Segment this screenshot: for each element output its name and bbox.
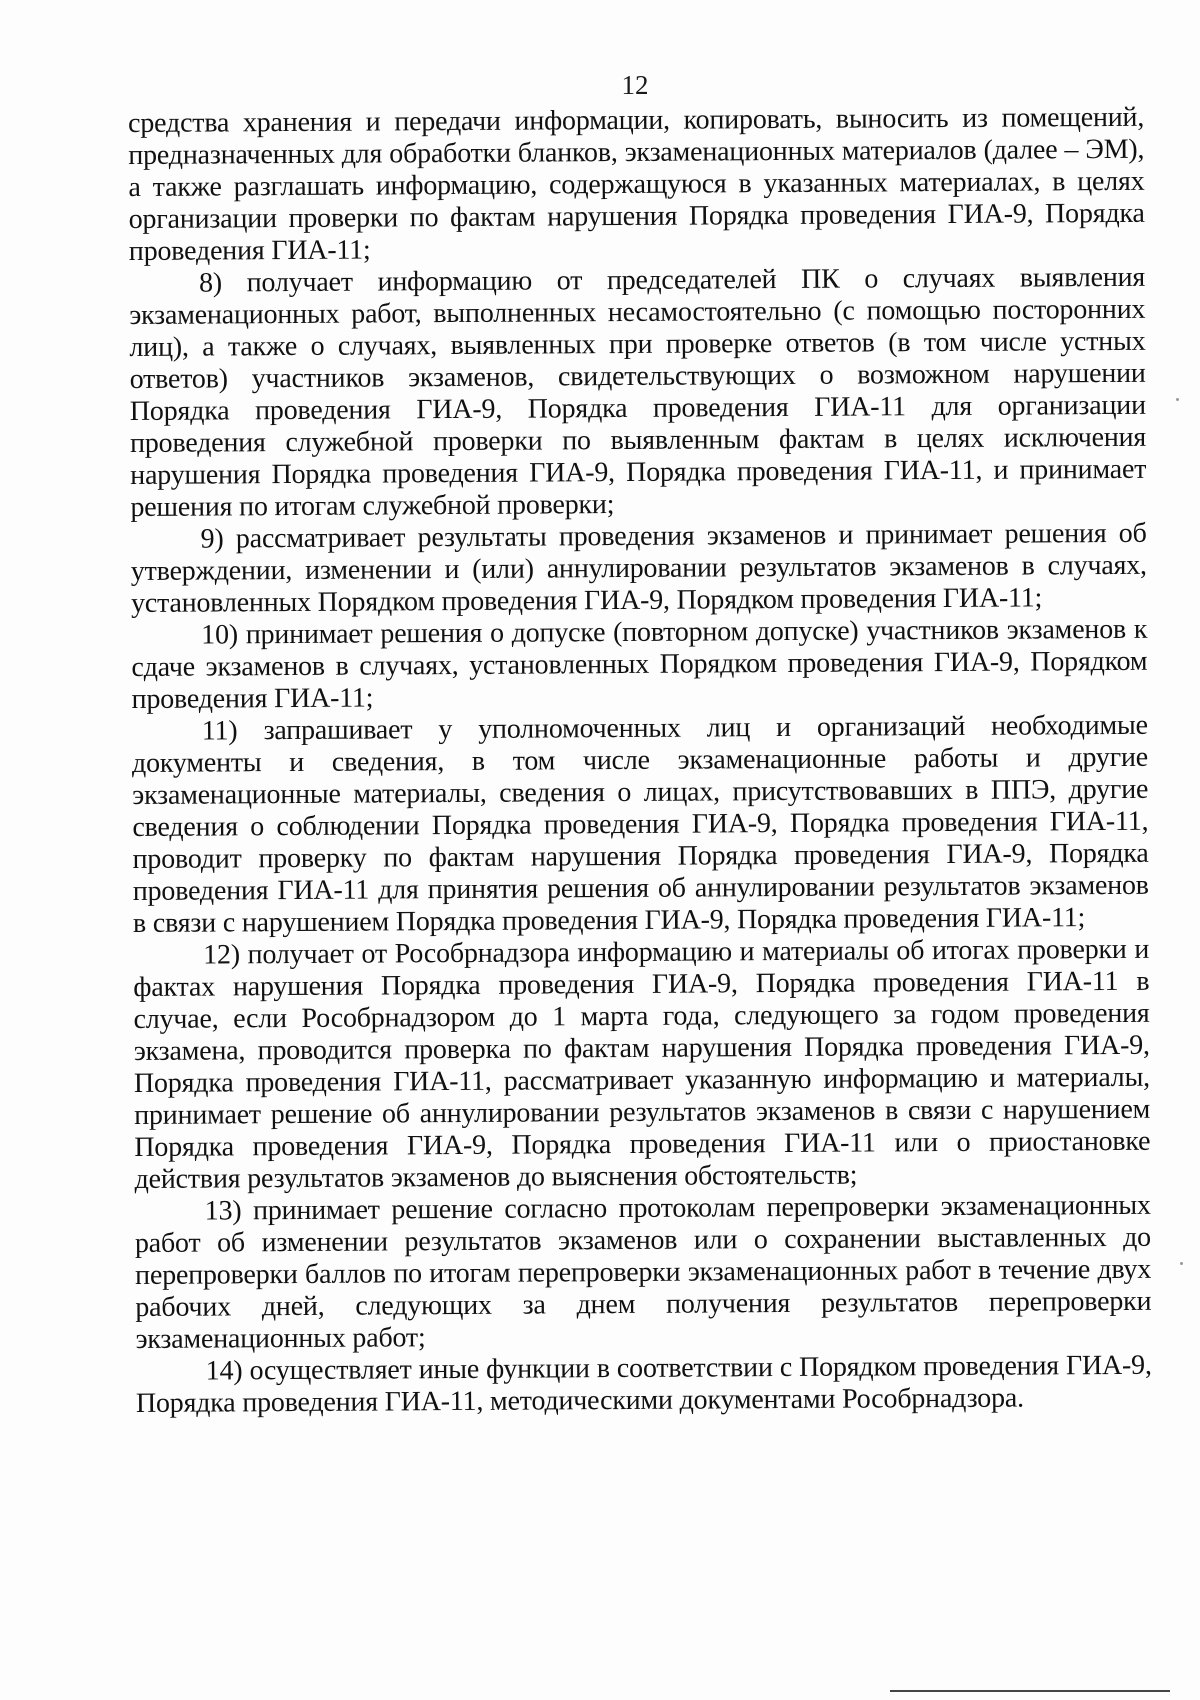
scan-edge-line: [890, 1690, 1170, 1692]
paragraph-item-13: 13) принимает решение согласно протоколам перепроверки экзаменационных работ об изменении результатов экзаменов или о сохранении выставленных до перепроверки баллов по итогам перепроверки экзаменационных работ в течение двух рабочих дней, следующих за днем получения результатов перепроверки экзаменационных работ;: [134, 1189, 1152, 1355]
paragraph-item-8: 8) получает информацию от председателей ПК о случаях выявления экзаменационных работ, выполненных несамостоятельно (с помощью посторонних лиц), а также о случаях, выявленных при проверке ответов (в том числе устных ответов) участников экзаменов, свидетельствующих о возможном нарушении Порядка проведения ГИА-9, Порядка проведения ГИА-11 для организации проведения служебной проверки по выявленным фактам в целях исключения нарушения Порядка проведения ГИА-9, Порядка проведения ГИА-11, и принимает решения по итогам служебной проверки;: [129, 261, 1147, 523]
paragraph-item-10: 10) принимает решения о допуске (повторном допуске) участников экзаменов к сдаче экзаменов в случаях, установленных Порядком проведения ГИА-9, Порядком проведения ГИА-11;: [131, 613, 1148, 715]
paragraph-item-9: 9) рассматривает результаты проведения экзаменов и принимает решения об утверждении, изменении и (или) аннулировании результатов экзаменов в случаях, установленных Порядком проведения ГИА-9, Порядком проведения ГИА-11;: [130, 517, 1147, 619]
scan-speck: [1180, 1262, 1183, 1265]
page-number: 12: [621, 70, 649, 100]
document-body: [128, 102, 1152, 1420]
scan-speck: [1176, 398, 1179, 401]
paragraph-item-11: 11) запрашивает у уполномоченных лиц и организаций необходимые документы и сведения, в том числе экзаменационные работы и другие экзаменационные материалы, сведения о лицах, присутствовавших в ППЭ, другие сведения о соблюдении Порядка проведения ГИА-9, Порядка проведения ГИА-11, проводит проверку по фактам нарушения Порядка проведения ГИА-9, Порядка проведения ГИА-11 для принятия решения об аннулировании результатов экзаменов в связи с нарушением Порядка проведения ГИА-9, Порядка проведения ГИА-11;: [131, 709, 1149, 939]
paragraph-item-12: 12) получает от Рособрнадзора информацию и материалы об итогах проверки и фактах нарушения Порядка проведения ГИА-9, Порядка проведения ГИА-11 в случае, если Рособрнадзором до 1 марта года, следующего за годом проведения экзамена, проводится проверка по фактам нарушения Порядка проведения ГИА-9, Порядка проведения ГИА-11, рассматривает указанную информацию и материалы, принимает решение об аннулировании результатов экзаменов в связи с нарушением Порядка проведения ГИА-9, Порядка проведения ГИА-11 или о приостановке действия результатов экзаменов до выяснения обстоятельств;: [133, 933, 1151, 1195]
paragraph-continuation: средства хранения и передачи информации, копировать, выносить из помещений, предназначенных для обработки бланков, экзаменационных материалов (далее – ЭМ), а также разглашать информацию, содержащуюся в указанных материалах, в целях организации проверки по фактам нарушения Порядка проведения ГИА-9, Порядка проведения ГИА-11;: [128, 101, 1145, 267]
paragraph-item-14: 14) осуществляет иные функции в соответствии с Порядком проведения ГИА-9, Порядка проведения ГИА-11, методическими документами Рособрнадзора.: [135, 1349, 1152, 1419]
